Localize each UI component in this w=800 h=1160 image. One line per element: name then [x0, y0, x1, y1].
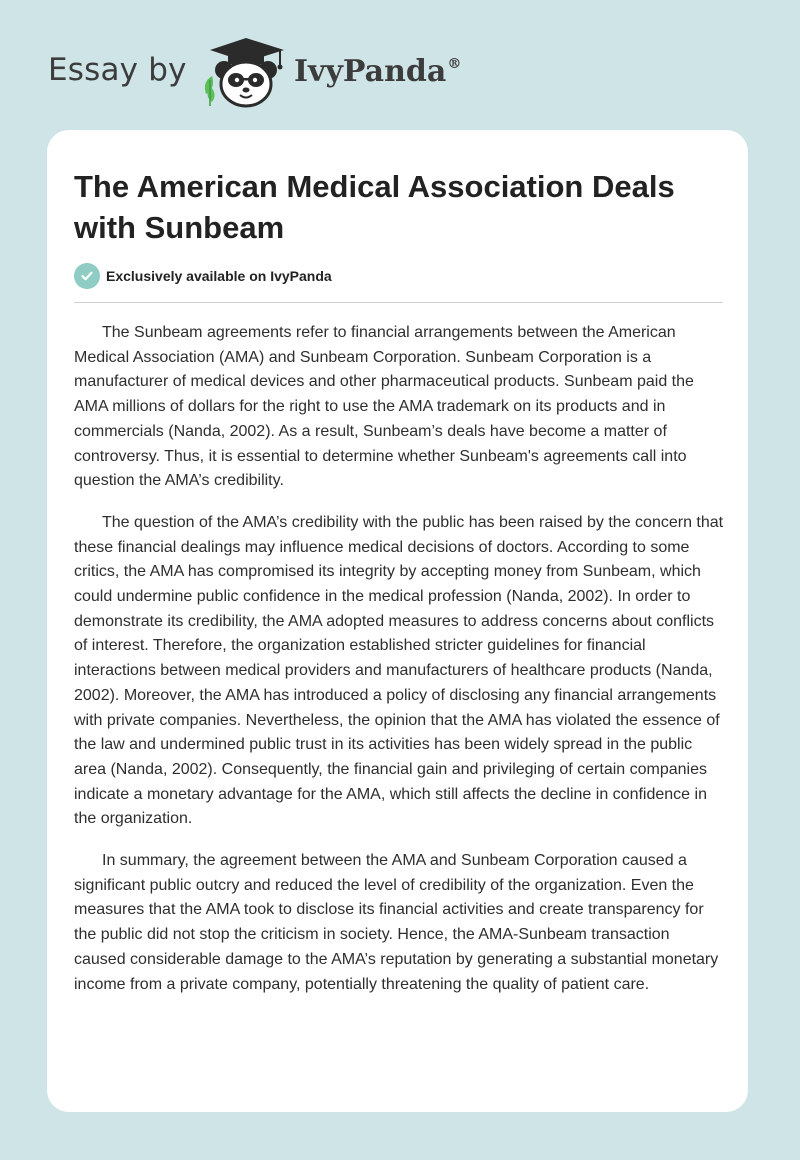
paragraph: The Sunbeam agreements refer to financial arrangements between the American Medical Association (AMA) and Sunbeam Corporation. Sunbeam Corporation is a manufacturer of medical devices and other pharmaceutical products. Sunbeam paid the AMA millions of dollars for the right to use the AMA trademark on its products and in commercials (Nanda, 2002). As a result, Sunbeam’s deals have become a matter of controversy. Thus, it is essential to determine whether Sunbeam's agreements call into question the AMA’s credibility.	[74, 324, 694, 490]
exclusive-label: Exclusively available on IvyPanda	[106, 268, 332, 284]
essay-card	[47, 130, 748, 1112]
registered-mark: ®	[447, 56, 462, 72]
essay-body	[74, 321, 724, 1014]
divider	[74, 302, 723, 303]
paragraph: In summary, the agreement between the AMA and Sunbeam Corporation caused a significant public outcry and reduced the level of credibility of the organization. Even the measures that the AMA took to disclose its financial activities and create transparency for the public did not stop the criticism in society. Hence, the AMA-Sunbeam transaction caused considerable damage to the AMA’s reputation by generating a substantial monetary income from a private company, potentially threatening the quality of patient care.	[74, 852, 719, 993]
exclusive-badge	[74, 263, 332, 289]
brand-name[interactable]: IvyPanda®	[294, 54, 462, 89]
panda-graduate-icon[interactable]	[200, 34, 292, 110]
essay-by-label: Essay by	[48, 52, 187, 88]
page-title: The American Medical Association Deals with Sunbeam	[74, 169, 675, 245]
check-circle-icon	[74, 263, 100, 289]
paragraph: The question of the AMA’s credibility with the public has been raised by the concern that these financial dealings may influence medical decisions of doctors. According to some critics, the AMA has compromised its integrity by accepting money from Sunbeam, which could undermine public confidence in the medical profession (Nanda, 2002). In order to demonstrate its credibility, the AMA adopted measures to address concerns about conflicts of interest. Therefore, the organization established stricter guidelines for financial interactions between medical providers and manufacturers of healthcare products (Nanda, 2002). Moreover, the AMA has introduced a policy of disclosing any financial arrangements with private companies. Nevertheless, the opinion that the AMA has violated the essence of the law and undermined public trust in its activities has been widely spread in the public area (Nanda, 2002). Consequently, the financial gain and privileging of certain companies indicate a monetary advantage for the AMA, which still affects the decline in confidence in the organization.	[74, 513, 724, 828]
site-header	[48, 34, 508, 114]
